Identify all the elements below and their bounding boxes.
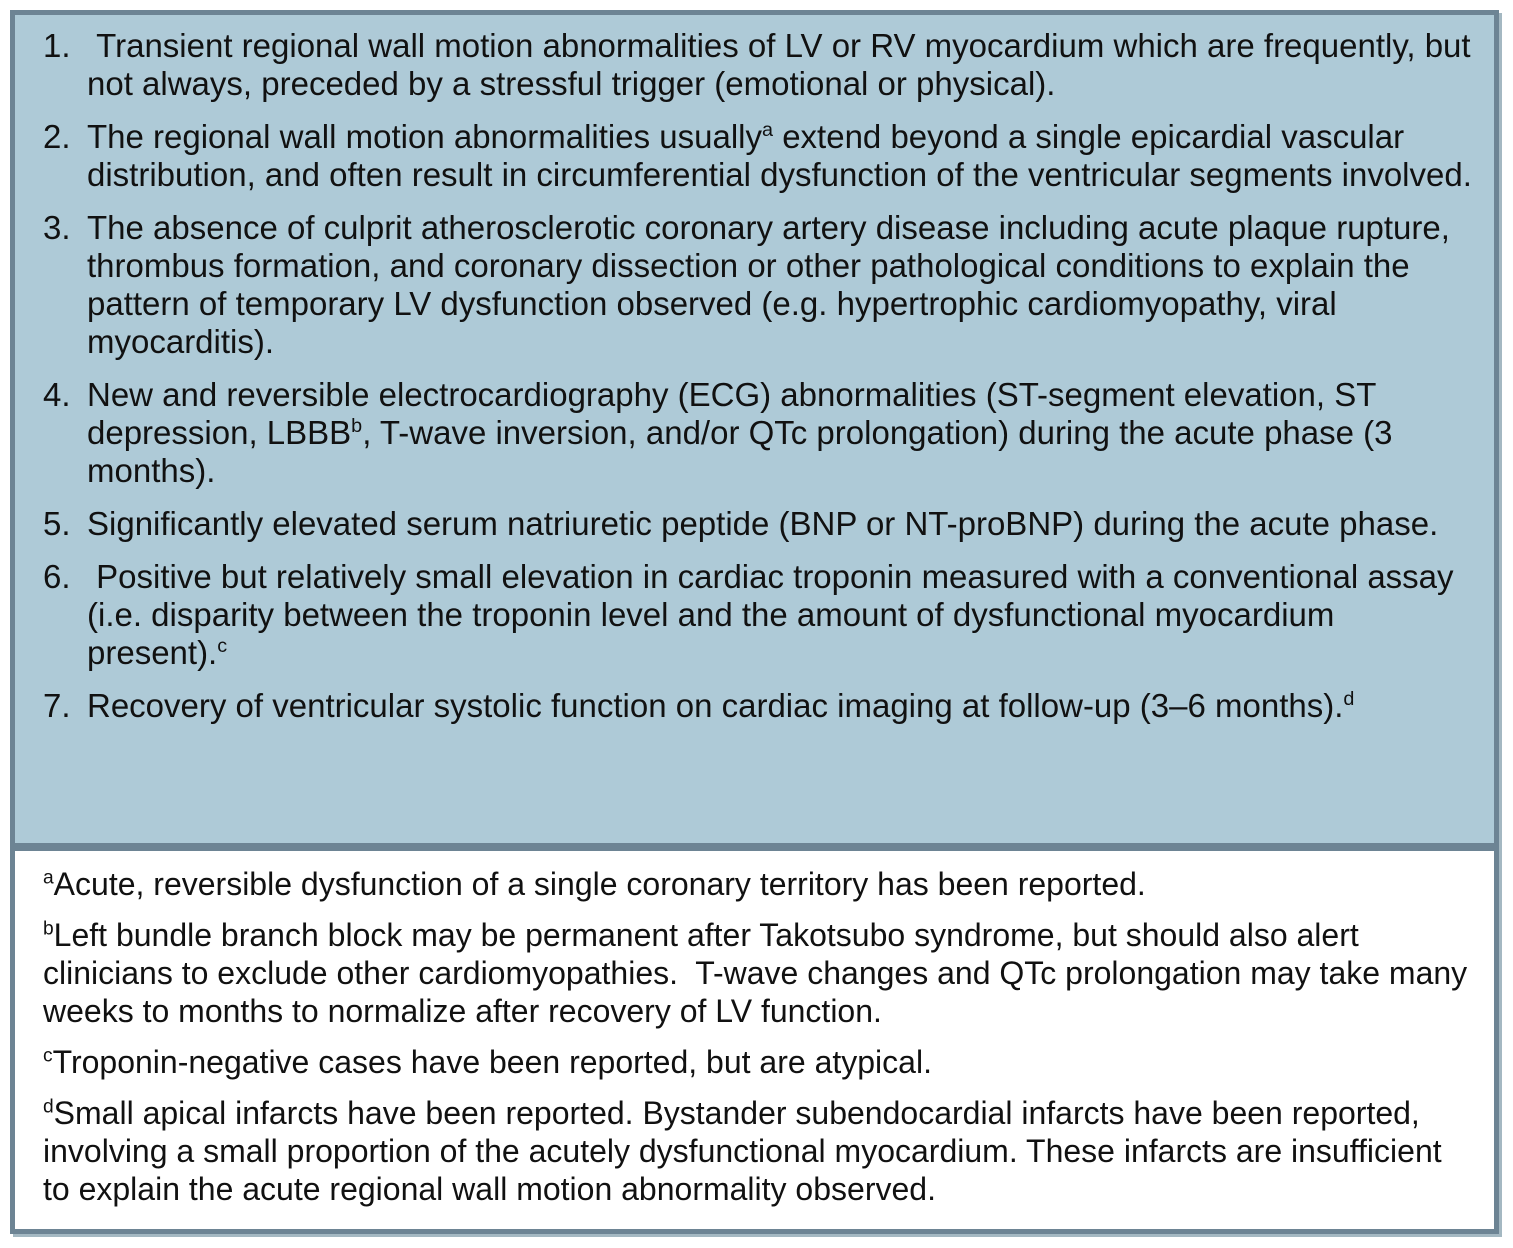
text-segment: The absence of culprit atherosclerotic coronary artery disease including acute plaque rupture, thrombus formation, and coronary dissection or other pathological conditions to explain the pattern of temporary LV dysfunction observed (e.g. hypertrophic cardiomyopathy, viral myocarditis). [87, 209, 1450, 360]
criterion-text [87, 27, 1476, 103]
footnote-item [43, 916, 1476, 1030]
text-segment: Transient regional wall motion abnormalities of LV or RV myocardium which are frequently, but not always, preceded by a stressful trigger (emotional or physical). [87, 27, 1471, 102]
footnote-list [43, 865, 1476, 1208]
footnote-text [54, 866, 1146, 902]
criterion-number: 2. [43, 118, 71, 155]
criterion-item [43, 27, 1476, 103]
criterion-number: 3. [43, 209, 71, 246]
text-segment: , T-wave inversion, and/or QTc prolongation) during the acute phase (3 months). [87, 414, 1393, 489]
text-segment: Significantly elevated serum natriuretic peptide (BNP or NT-proBNP) during the acute phase. [87, 505, 1439, 542]
footnote-marker: d [43, 1096, 54, 1118]
criterion-text [87, 209, 1476, 361]
criterion-text [87, 376, 1476, 490]
footnote-text [43, 1095, 1442, 1207]
criteria-list [43, 27, 1476, 725]
criterion-number: 6. [43, 558, 71, 595]
text-segment: The regional wall motion abnormalities usually [87, 118, 763, 155]
text-segment: New and reversible electrocardiography (ECG) abnormalities (ST-segment elevation, ST depression, LBBB [87, 376, 1376, 451]
diagnostic-criteria-box [10, 10, 1499, 848]
criterion-item [43, 505, 1476, 543]
text-segment: Small apical infarcts have been reported. Bystander subendocardial infarcts have been reported, involving a small proportion of the acutely dysfunctional myocardium. These infarcts are insufficient to explain the acute regional wall motion abnormality observed. [43, 1095, 1442, 1207]
footnote-marker: a [43, 867, 54, 889]
text-segment: extend beyond a single epicardial vascular distribution, and often result in circumferential dysfunction of the ventricular segments involved. [87, 118, 1472, 193]
footnote-text [53, 1044, 932, 1080]
footnote-item [43, 1043, 1476, 1081]
superscript-marker: a [762, 119, 774, 141]
text-segment: Troponin-negative cases have been reported, but are atypical. [52, 1044, 932, 1080]
criterion-number: 4. [43, 376, 71, 413]
criterion-item [43, 209, 1476, 361]
footnotes-box [10, 846, 1499, 1234]
text-segment: Positive but relatively small elevation in cardiac troponin measured with a conventional assay (i.e. disparity between the troponin level and the amount of dysfunctional myocardium present). [87, 558, 1454, 671]
criterion-number: 5. [43, 505, 71, 542]
superscript-marker: d [1343, 688, 1355, 710]
superscript-marker: c [217, 635, 228, 657]
footnote-text [43, 917, 1467, 1029]
criterion-item [43, 558, 1476, 672]
criterion-text [87, 118, 1476, 194]
criterion-text [87, 558, 1476, 672]
footnote-item [43, 1094, 1476, 1208]
text-segment: Left bundle branch block may be permanent after Takotsubo syndrome, but should also alert clinicians to exclude other cardiomyopathies. T-wave changes and QTc prolongation may take many weeks to months to normalize after recovery of LV function. [43, 917, 1468, 1029]
criterion-text [87, 505, 1476, 543]
text-segment: Acute, reversible dysfunction of a single coronary territory has been reported. [53, 866, 1146, 902]
criterion-number: 1. [43, 27, 71, 64]
criterion-text [87, 687, 1476, 725]
criterion-number: 7. [43, 687, 71, 724]
criterion-item [43, 376, 1476, 490]
footnote-marker: c [43, 1045, 53, 1067]
footnote-item [43, 865, 1476, 903]
footnote-marker: b [43, 918, 54, 940]
criterion-item [43, 687, 1476, 725]
text-segment: Recovery of ventricular systolic function on cardiac imaging at follow-up (3–6 months). [87, 687, 1344, 724]
superscript-marker: b [351, 415, 363, 437]
criterion-item [43, 118, 1476, 194]
